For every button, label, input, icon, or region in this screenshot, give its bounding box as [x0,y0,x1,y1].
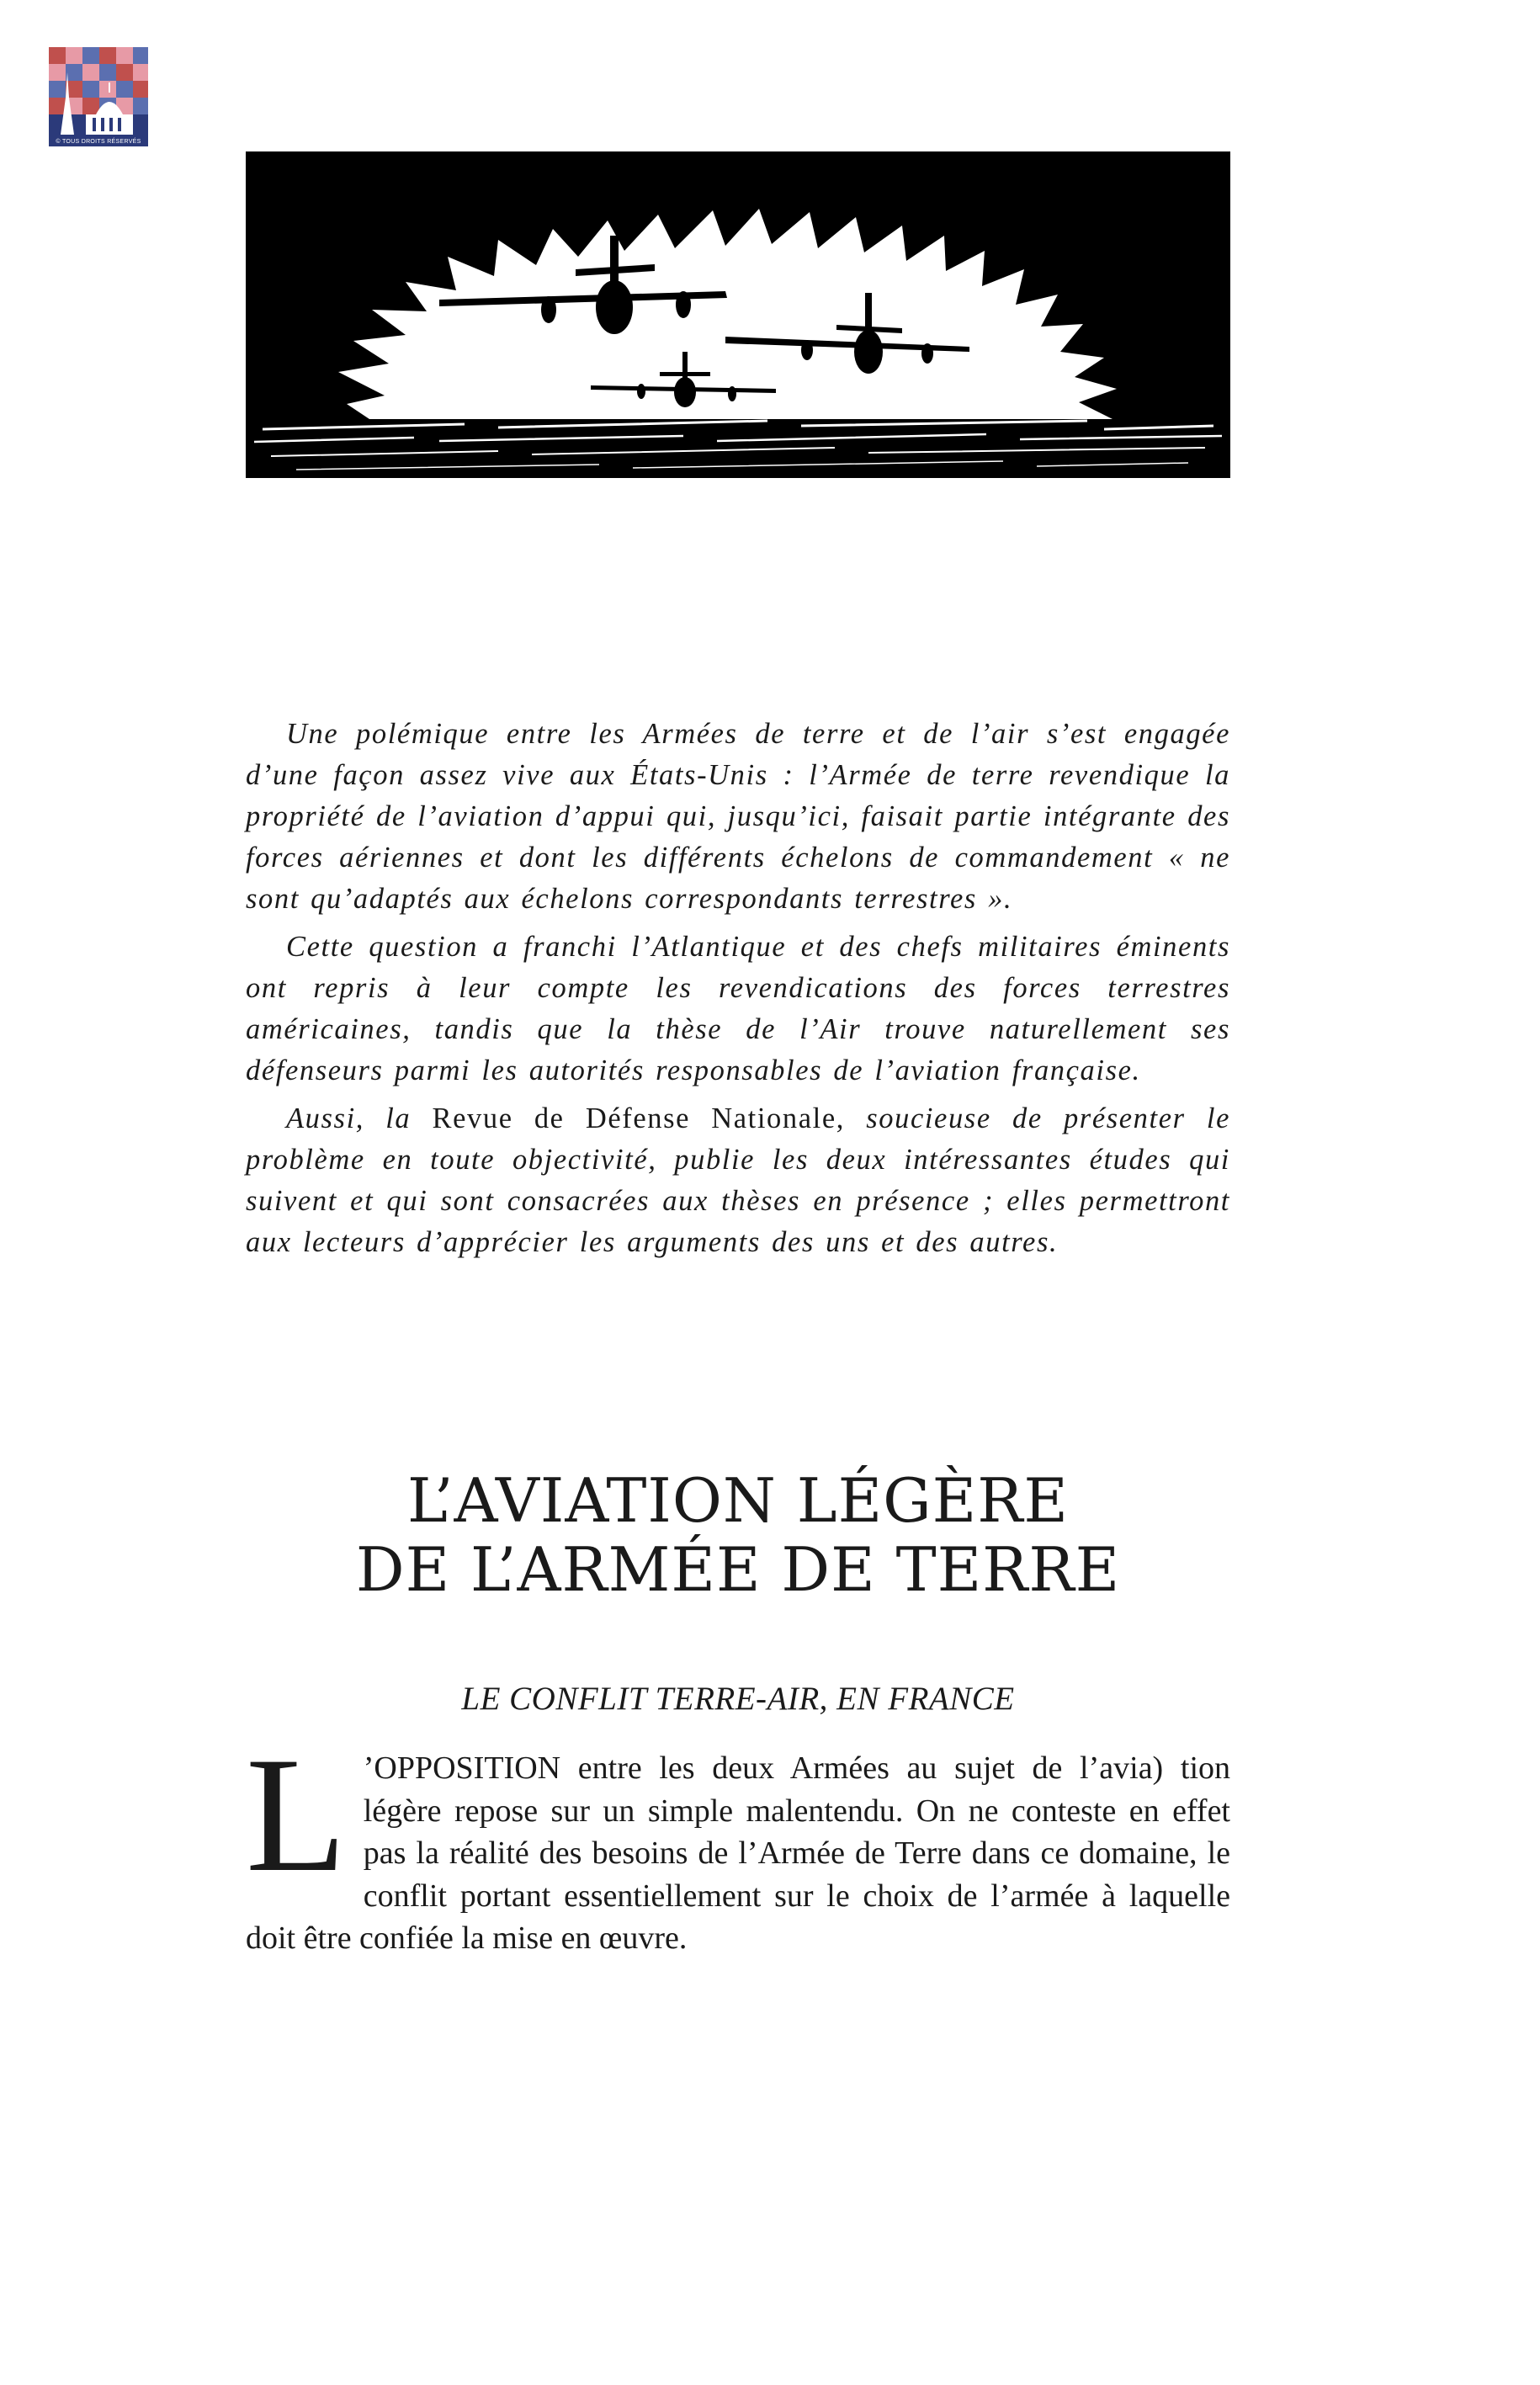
intro-p3-after: soucieuse de présenter le problème en toute objectivité, publie les deux intéressantes études qui suivent et qui sont consacrées aux thèses en présence ; elles permettront aux lecteurs d’apprécier les arguments des uns et des autres. [246,1102,1230,1258]
journal-name: Revue de Défense Nationale, [432,1102,845,1134]
title-line-1: L’AVIATION LÉGÈRE [407,1465,1069,1536]
title-line-2: DE L’ARMÉE DE TERRE [355,1534,1121,1605]
editorial-intro [246,714,1230,1270]
body-lead: ’OPPOSITION [363,1750,561,1786]
body-paragraph-1 [246,1724,1230,1960]
publisher-logo [49,47,148,146]
header-illustration [246,151,1230,478]
section-subtitle: LE CONFLIT TERRE-AIR, EN FRANCE [461,1681,1015,1717]
logo-caption: © TOUS DROITS RÉSERVÉS [56,139,141,145]
article-body [246,1724,1230,1960]
intro-paragraph-1: Une polémique entre les Armées de terre et de l’air s’est engagée d’une façon assez vive aux États-Unis : l’Armée de terre revendique la propriété de l’aviation d’appui qui, jusqu’ici, faisait partie intégrante des forces aériennes et dont les différents échelons de commandement « ne sont qu’adaptés aux échelons correspondants terrestres ». [246,718,1230,915]
article-title [246,1466,1230,1604]
airplanes-woodcut-icon [246,151,1230,478]
intro-paragraph-3 [246,1098,1230,1263]
institution-emblem-icon [49,47,148,146]
drop-cap: L [246,1724,347,1906]
intro-p3-before: Aussi, la [286,1102,433,1134]
intro-paragraph-2: Cette question a franchi l’Atlantique et des chefs militaires éminents ont repris à leur compte les revendications des forces terrestres américaines, tandis que la thèse de l’Air trouve naturellement ses défenseurs parmi les autorités responsables de l’aviation française. [246,931,1230,1086]
body-text: entre les deux Armées au sujet de l’avia) tion légère repose sur un simple malentendu. On ne conteste en effet pas la réalité des besoins de l’Armée de Terre dans ce domaine, le conflit portant essentiellement sur le choix de l’armée à laquelle doit être confiée la mise en œuvre. [246,1750,1230,1956]
